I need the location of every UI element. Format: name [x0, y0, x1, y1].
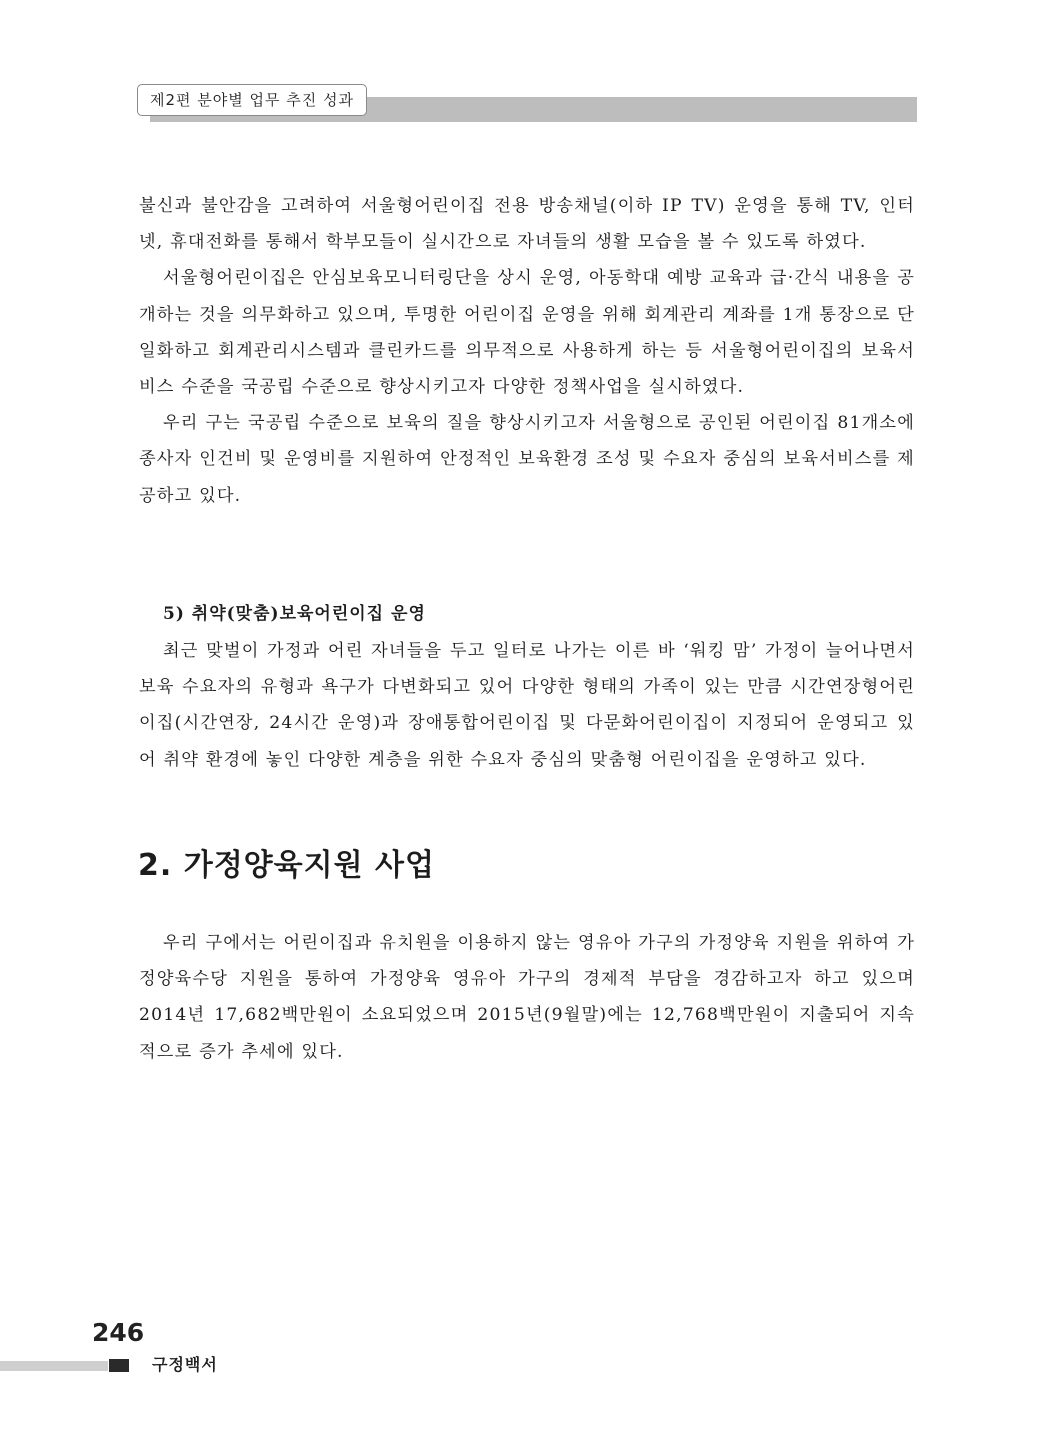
subsection-heading: 5) 취약(맞춤)보육어린이집 운영: [163, 604, 426, 624]
running-header: 제2편 분야별 업무 추진 성과: [137, 84, 367, 116]
paragraph: 우리 구에서는 어린이집과 유치원을 이용하지 않는 영유아 가구의 가정양육 지원을 위하여 가정양육수당 지원을 통하여 가정양육 영유아 가구의 경제적 부담을 경감하고자 하고 있으며 2014년 17,682백만원이 소요되었으며 2015년(9월말)에는 12,768백만원이 지출되어 지속적으로 증가 추세에 있다.: [139, 933, 915, 1062]
section-heading: 2. 가정양육지원 사업: [138, 848, 435, 883]
paragraph: 불신과 불안감을 고려하여 서울형어린이집 전용 방송채널(이하 IP TV) 운영을 통해 TV, 인터넷, 휴대전화를 통해서 학부모들이 실시간으로 자녀들의 생활 모습을 볼 수 있도록 하였다.: [139, 196, 915, 253]
paragraph: 우리 구는 국공립 수준으로 보육의 질을 향상시키고자 서울형으로 공인된 어린이집 81개소에 종사자 인건비 및 운영비를 지원하여 안정적인 보육환경 조성 및 수요자 중심의 보육서비스를 제공하고 있다.: [139, 413, 915, 506]
page-number: 246: [92, 1318, 145, 1347]
footer-rule: [0, 1361, 108, 1371]
subsection-body: [139, 633, 915, 778]
paragraph: 최근 맞벌이 가정과 어린 자녀들을 두고 일터로 나가는 이른 바 ‘워킹 맘’ 가정이 늘어나면서 보육 수요자의 유형과 욕구가 다변화되고 있어 다양한 형태의 가족이 있는 만큼 시간연장형어린이집(시간연장, 24시간 운영)과 장애통합어린이집 및 다문화어린이집이 지정되어 운영되고 있어 취약 환경에 놓인 다양한 계층을 위한 수요자 중심의 맞춤형 어린이집을 운영하고 있다.: [139, 641, 915, 770]
paragraph: 서울형어린이집은 안심보육모니터링단을 상시 운영, 아동학대 예방 교육과 급·간식 내용을 공개하는 것을 의무화하고 있으며, 투명한 어린이집 운영을 위해 회계관리 계좌를 1개 통장으로 단일화하고 회계관리시스템과 클린카드를 의무적으로 사용하게 하는 등 서울형어린이집의 보육서비스 수준을 국공립 수준으로 향상시키고자 다양한 정책사업을 실시하였다.: [139, 268, 915, 398]
book-title: 구정백서: [152, 1355, 218, 1374]
footer-marker: [109, 1359, 129, 1372]
body-top: [139, 188, 915, 514]
section-body: [139, 925, 915, 1070]
